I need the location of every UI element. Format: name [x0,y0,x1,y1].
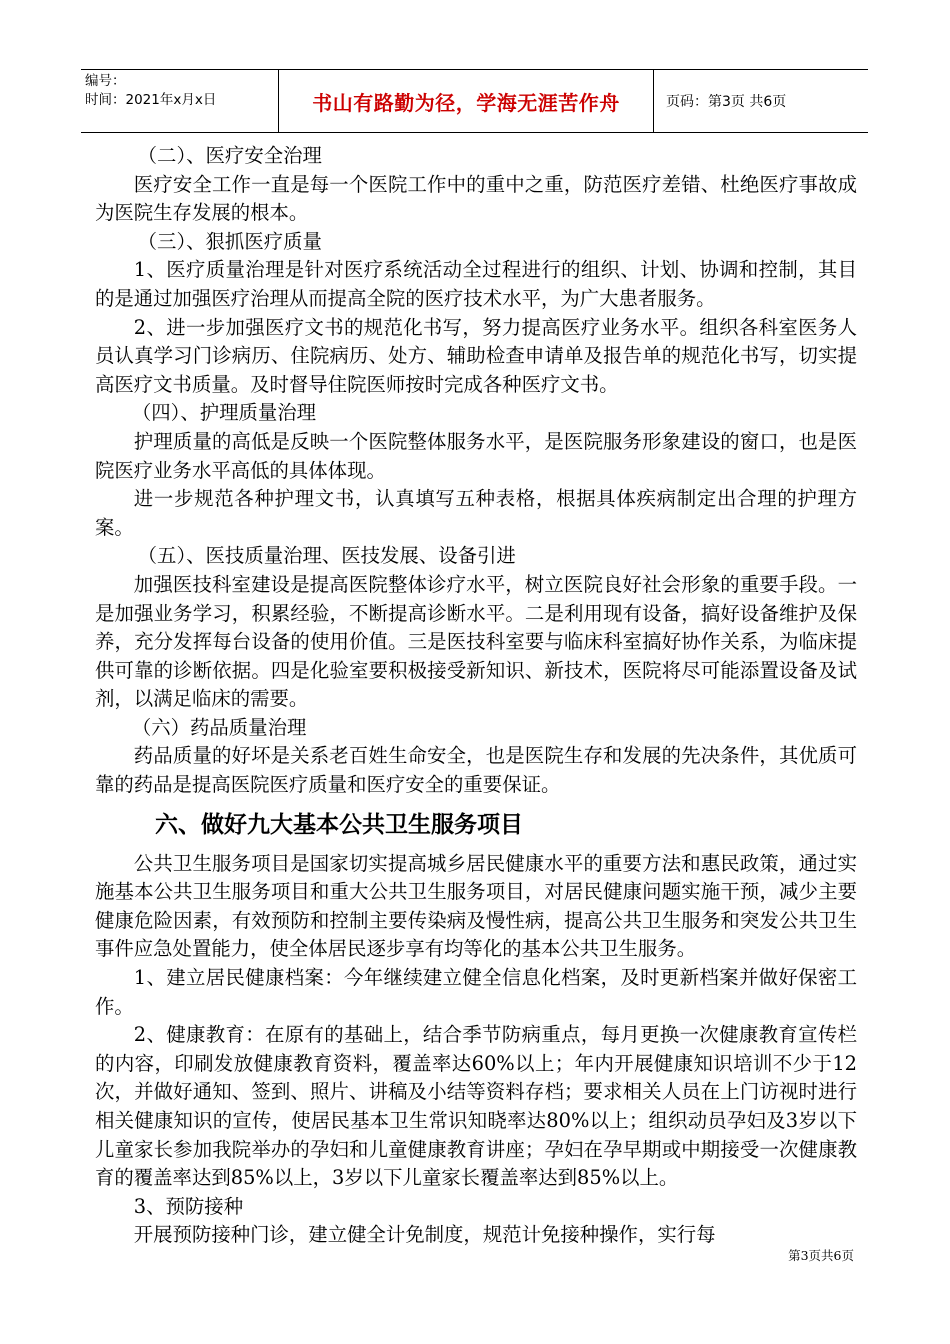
paragraph: 开展预防接种门诊，建立健全计免制度，规范计免接种操作，实行每 [133,1223,716,1247]
document-number-label: 编号： [85,73,126,89]
section-heading: （三）、狠抓医疗质量 [137,229,322,253]
paragraph: 2、健康教育：在原有的基础上，结合季节防病重点，每月更换一次健康教育宣传栏的内容，印刷发放健康教育资料，覆盖率达60%以上；年内开展健康知识培训不少于12次，并做好通知、签到、照片、讲稿及小结等资料存档；要求相关人员在上门访视时进行相关健康知识的宣传，使居民基本卫生常识知晓率达80%以上；组织动员孕妇及3岁以下儿童家长参加我院举办的孕妇和儿童健康教育讲座；孕妇在孕早期或中期接受一次健康教育的覆盖率达到85%以上，3岁以下儿童家长覆盖率达到85%以上。 [95,1023,857,1190]
header-motto: 书山有路勤为径，学海无涯苦作舟 [279,70,654,132]
document-body [95,142,857,1250]
chapter-heading: 六、做好九大基本公共卫生服务项目 [155,811,523,838]
paragraph: 1、医疗质量治理是针对医疗系统活动全过程进行的组织、计划、协调和控制，其目的是通过加强医疗治理从而提高全院的医疗技术水平，为广大患者服务。 [95,258,857,310]
paragraph: 医疗安全工作一直是每一个医院工作中的重中之重，防范医疗差错、杜绝医疗事故成为医院生存发展的根本。 [95,172,857,225]
paragraph: 1、建立居民健康档案：今年继续建立健全信息化档案，及时更新档案并做好保密工作。 [95,966,857,1018]
paragraph: 加强医技科室建设是提高医院整体诊疗水平，树立医院良好社会形象的重要手段。一是加强业务学习，积累经验，不断提高诊断水平。二是利用现有设备，搞好设备维护及保养，充分发挥每台设备的使用价值。三是医技科室要与临床科室搞好协作关系，为临床提供可靠的诊断依据。四是化验室要积极接受新知识、新技术，医院将尽可能添置设备及试剂，以满足临床的需要。 [95,572,857,711]
paragraph: 护理质量的高低是反映一个医院整体服务水平，是医院服务形象建设的窗口，也是医院医疗业务水平高低的具体体现。 [95,429,857,482]
section-heading: （六）药品质量治理 [131,715,307,739]
header-page-label: 页码：第3页 共6页 [666,94,787,110]
page-header [81,69,868,133]
paragraph: 进一步规范各种护理文书，认真填写五种表格，根据具体疾病制定出合理的护理方案。 [95,487,857,539]
paragraph: 3、预防接种 [133,1194,244,1218]
paragraph: 公共卫生服务项目是国家切实提高城乡居民健康水平的重要方法和惠民政策，通过实施基本公共卫生服务项目和重大公共卫生服务项目，对居民健康问题实施干预，减少主要健康危险因素，有效预防和控制主要传染病及慢性病，提高公共卫生服务和突发公共卫生事件应急处置能力，使全体居民逐步享有均等化的基本公共卫生服务。 [95,851,857,961]
page-footer: 第3页共6页 [788,1248,854,1263]
section-heading: （二）、医疗安全治理 [137,144,322,167]
paragraph: 2、进一步加强医疗文书的规范化书写，努力提高医疗业务水平。组织各科室医务人员认真学习门诊病历、住院病历、处方、辅助检查申请单及报告单的规范化书写，切实提高医疗文书质量。及时督导住院医师按时完成各种医疗文书。 [95,315,857,396]
paragraph: 药品质量的好坏是关系老百姓生命安全，也是医院生存和发展的先决条件，其优质可靠的药品是提高医院医疗质量和医疗安全的重要保证。 [95,744,857,797]
section-heading: （四）、护理质量治理 [131,401,317,425]
section-heading: （五）、医技质量治理、医技发展、设备引进 [137,544,516,568]
header-meta [81,70,279,132]
document-time-label: 时间：2021年x月x日 [85,92,217,108]
